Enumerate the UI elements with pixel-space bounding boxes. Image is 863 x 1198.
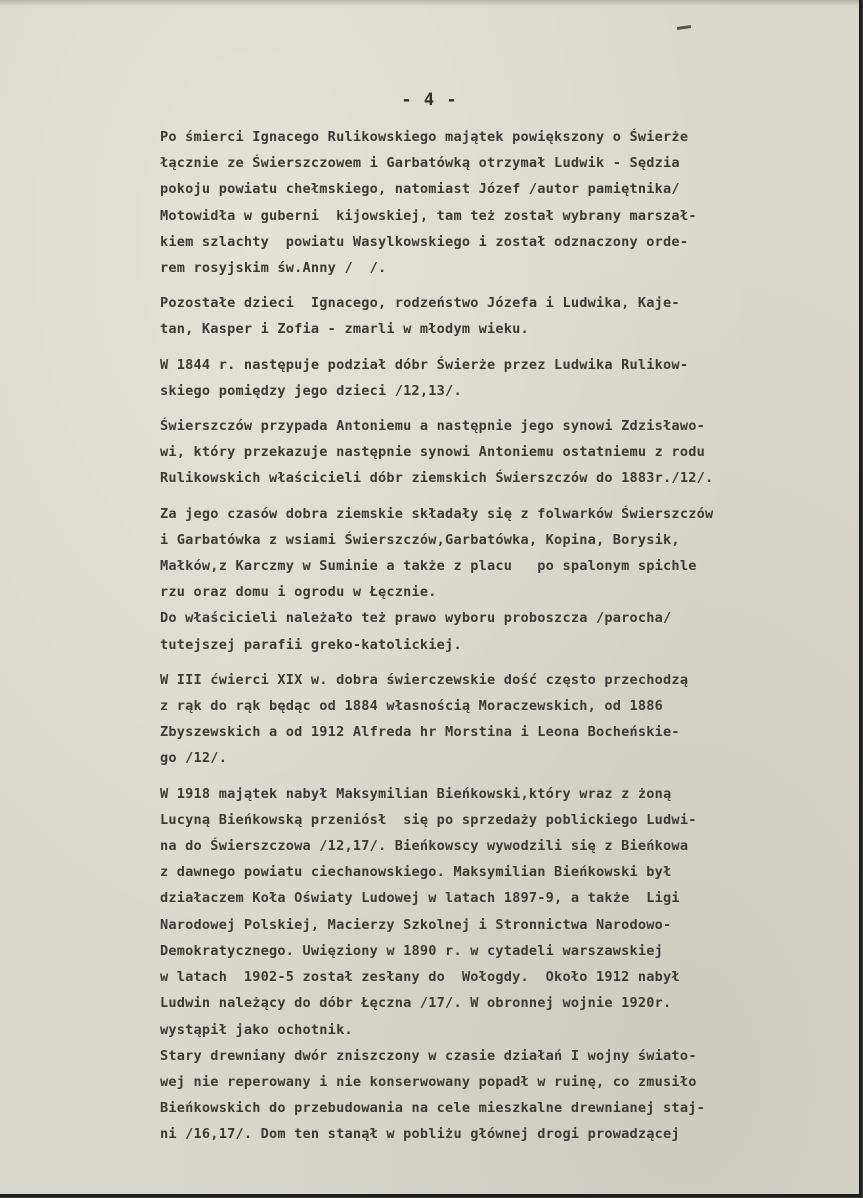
text-line: Ludwin należący do dóbr Łęczna /17/. W obronnej wojnie 1920r. (160, 995, 672, 1012)
paragraph (160, 781, 860, 1148)
ink-mark (677, 25, 691, 30)
text-line: Rulikowskich właścicieli dóbr ziemskich Świerszczów do 1883r./12/. (160, 470, 714, 487)
paragraph (160, 667, 860, 772)
text-line: na do Świerszczowa /12,17/. Bieńkowscy wywodzili się z Bieńkowa (160, 838, 689, 855)
paragraph-gap (160, 658, 860, 667)
text-line: rzu oraz domu i ogrodu w Łęcznie. (160, 584, 437, 601)
text-line: rem rosyjskim św.Anny / /. (160, 260, 387, 277)
text-line: Narodowej Polskiej, Macierzy Szkolnej i Stronnictwa Narodowo- (160, 916, 672, 933)
text-line: Stary drewniany dwór zniszczony w czasie działań I wojny świato- (160, 1047, 697, 1064)
paragraph (160, 352, 860, 404)
text-line: Zbyszewskich a od 1912 Alfreda hr Morstina i Leona Bocheńskie- (160, 724, 680, 741)
paragraph-gap (160, 281, 860, 290)
paragraph (160, 124, 860, 281)
text-line: Świerszczów przypada Antoniemu a następnie jego synowi Zdzisławo- (160, 418, 705, 435)
text-line: W 1918 majątek nabył Maksymilian Bieńkowski,który wraz z żoną (160, 785, 672, 802)
text-line: go /12/. (160, 750, 228, 767)
text-line: W 1844 r. następuje podział dóbr Świerże przez Ludwika Rulikow- (160, 356, 689, 373)
text-line: Po śmierci Ignacego Rulikowskiego majątek powiększony o Świerże (160, 129, 689, 145)
text-line: Bieńkowskich do przebudowania na cele mieszkalne drewnianej staj- (160, 1100, 705, 1117)
paragraph-gap (160, 343, 860, 352)
text-line: Do właścicieli należało też prawo wyboru proboszcza /parocha/ (160, 610, 672, 627)
text-line: Za jego czasów dobra ziemskie składały się z folwarków Świerszczów (160, 505, 714, 522)
text-line: W III ćwierci XIX w. dobra świerczewskie dość często przechodzą (160, 671, 689, 688)
text-line: wej nie reperowany i nie konserwowany popadł w ruinę, co zmusiło (160, 1073, 697, 1090)
typed-text (160, 124, 860, 1148)
text-line: pokoju powiatu chełmskiego, natomiast Józef /autor pamiętnika/ (160, 181, 680, 198)
page-number: - 4 - (401, 90, 458, 110)
text-line: wystąpił jako ochotnik. (160, 1021, 353, 1038)
text-line: łącznie ze Świerszczowem i Garbatówką otrzymał Ludwik - Sędzia (160, 155, 680, 172)
paragraph (160, 413, 860, 492)
text-line: tan, Kasper i Zofia - zmarli w młodym wieku. (160, 321, 529, 338)
text-line: Motowidła w guberni kijowskiej, tam też został wybrany marszał- (160, 207, 697, 224)
text-line: i Garbatówka z wsiami Świerszczów,Garbatówka, Kopina, Borysik, (160, 531, 680, 548)
page-shadow (0, 0, 859, 6)
paragraph (160, 501, 860, 658)
text-line: Demokratycznego. Uwięziony w 1890 r. w cytadeli warszawskiej (160, 942, 664, 959)
text-line: skiego pomiędzy jego dzieci /12,13/. (160, 382, 462, 399)
text-line: Pozostałe dzieci Ignacego, rodzeństwo Józefa i Ludwika, Kaje- (160, 295, 680, 312)
text-line: kiem szlachty powiatu Wasylkowskiego i został odznaczony orde- (160, 233, 689, 250)
text-line: w latach 1902-5 został zesłany do Wołogdy. Około 1912 nabył (160, 969, 680, 986)
text-line: Lucyną Bieńkowską przeniósł się po sprzedaży poblickiego Ludwi- (160, 811, 697, 828)
text-line: ni /16,17/. Dom ten stanął w pobliżu głównej drogi prowadzącej (160, 1126, 680, 1143)
text-line: Małków,z Karczmy w Suminie a także z placu po spalonym spichle (160, 558, 697, 575)
text-line: tutejszej parafii greko-katolickiej. (160, 636, 462, 653)
paragraph-gap (160, 492, 860, 501)
paragraph-gap (160, 404, 860, 413)
text-line: wi, który przekazuje następnie synowi Antoniemu ostatniemu z rodu (160, 444, 705, 461)
paragraph-gap (160, 772, 860, 781)
text-line: działaczem Koła Oświaty Ludowej w latach 1897-9, a także Ligi (160, 890, 680, 907)
text-line: z rąk do rąk będąc od 1884 własnością Moraczewskich, od 1886 (160, 698, 664, 715)
paragraph (160, 290, 860, 342)
text-line: z dawnego powiatu ciechanowskiego. Maksymilian Bieńkowski był (160, 864, 672, 881)
